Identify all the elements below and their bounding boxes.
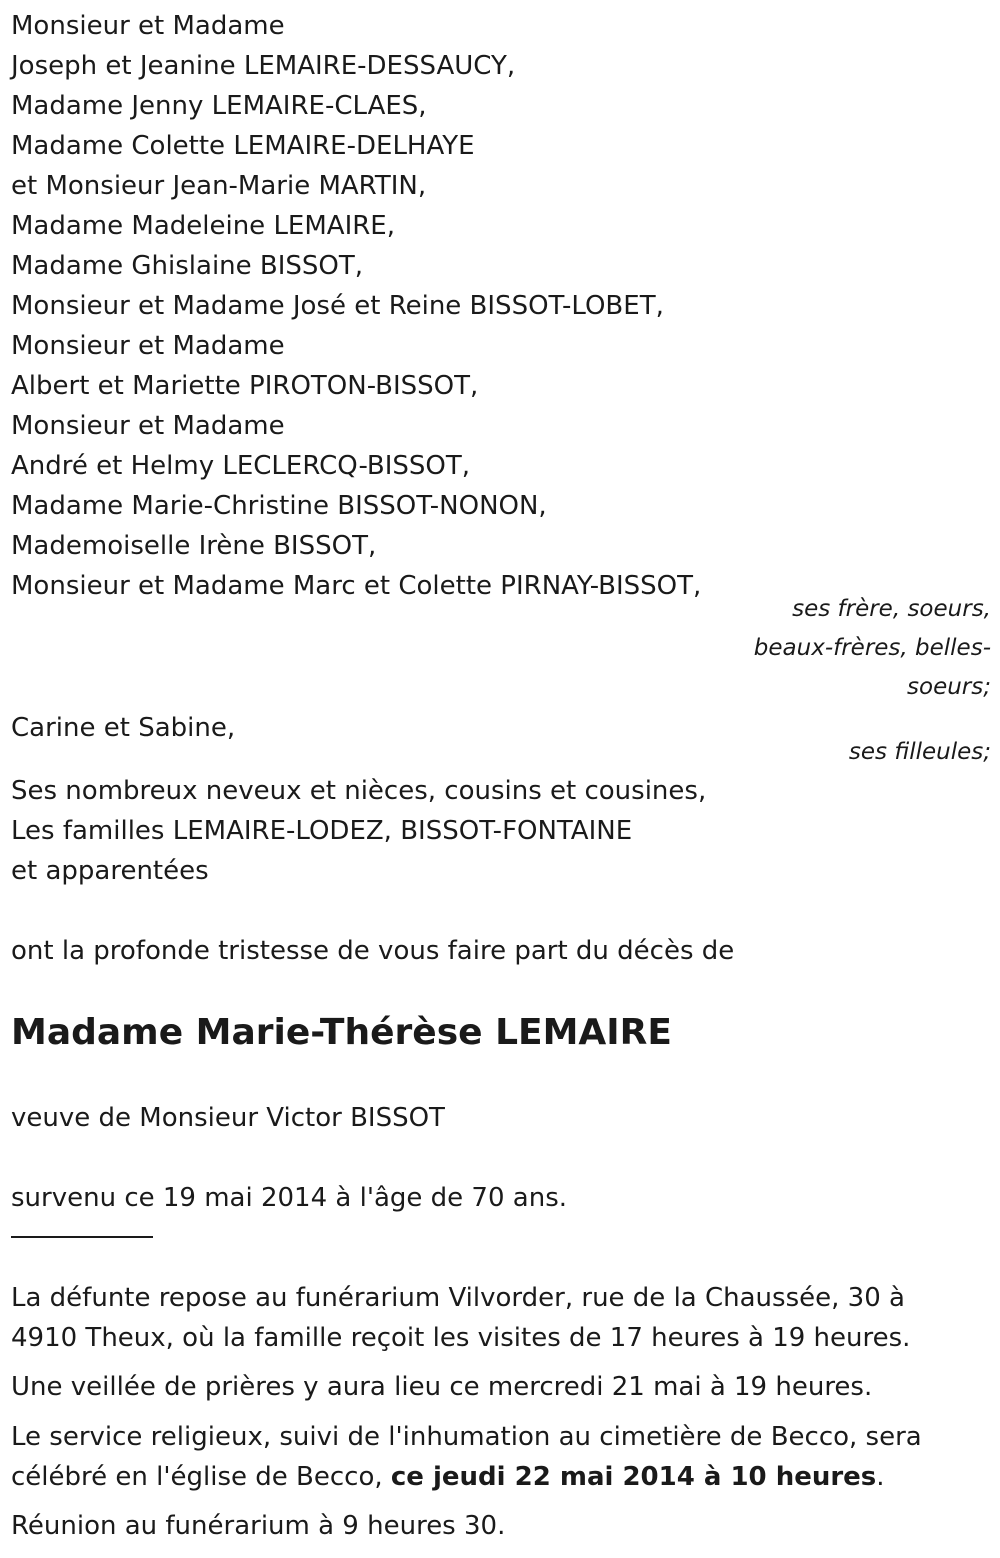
godchildren: Carine et Sabine, [11,713,236,743]
widow-of: veuve de Monsieur Victor BISSOT [11,1103,445,1133]
rest-paragraph: La défunte repose au funérarium Vilvorder, rue de la Chaussée, 30 à 4910 Theux, où la famille reçoit les visites de 17 heures à 19 heures. [11,1283,911,1353]
family-line: Monsieur et Madame [11,11,285,41]
family-line: Monsieur et Madame [11,331,285,361]
vigil-paragraph: Une veillée de prières y aura lieu ce mercredi 21 mai à 19 heures. [11,1372,873,1402]
family-line: Monsieur et Madame [11,411,285,441]
family-line: André et Helmy LECLERCQ-BISSOT, [11,451,471,481]
announcement: ont la profonde tristesse de vous faire part du décès de [11,936,735,966]
family-line: Madame Jenny LEMAIRE-CLAES, [11,91,427,121]
family-line: Madame Colette LEMAIRE-DELHAYE [11,131,475,161]
family-line: Monsieur et Madame Marc et Colette PIRNAY-BISSOT, [11,571,702,601]
family-list [11,6,701,606]
meeting-paragraph: Réunion au funérarium à 9 heures 30. [11,1511,506,1541]
other-relatives [11,771,706,891]
relatives-line: Ses nombreux neveux et nièces, cousins et cousines, [11,776,707,806]
service-paragraph: Le service religieux, suivi de l'inhumation au cimetière de Becco, sera célébré en l'église de Becco, ce jeudi 22 mai 2014 à 10 heures. [11,1422,922,1492]
family-line: Albert et Mariette PIROTON-BISSOT, [11,371,479,401]
relatives-line: Les familles LEMAIRE-LODEZ, BISSOT-FONTAINE [11,816,633,846]
relation-siblings [754,590,991,707]
relation-line: soeurs; [907,674,991,700]
death-info: survenu ce 19 mai 2014 à l'âge de 70 ans. [11,1183,568,1213]
family-line: Madame Madeleine LEMAIRE, [11,211,395,241]
family-line: Joseph et Jeanine LEMAIRE-DESSAUCY, [11,51,516,81]
relatives-line: et apparentées [11,856,209,886]
relation-line: beaux-frères, belles- [753,635,991,661]
relation-line: ses frère, soeurs, [792,596,991,622]
relation-godchildren: ses filleules; [848,739,991,765]
family-line: et Monsieur Jean-Marie MARTIN, [11,171,427,201]
family-line: Madame Ghislaine BISSOT, [11,251,364,281]
family-line: Madame Marie-Christine BISSOT-NONON, [11,491,547,521]
deceased-name: Madame Marie-Thérèse LEMAIRE [11,1012,672,1053]
family-line: Mademoiselle Irène BISSOT, [11,531,377,561]
separator [11,1236,153,1238]
family-line: Monsieur et Madame José et Reine BISSOT-LOBET, [11,291,664,321]
service-date: ce jeudi 22 mai 2014 à 10 heures [390,1462,877,1492]
